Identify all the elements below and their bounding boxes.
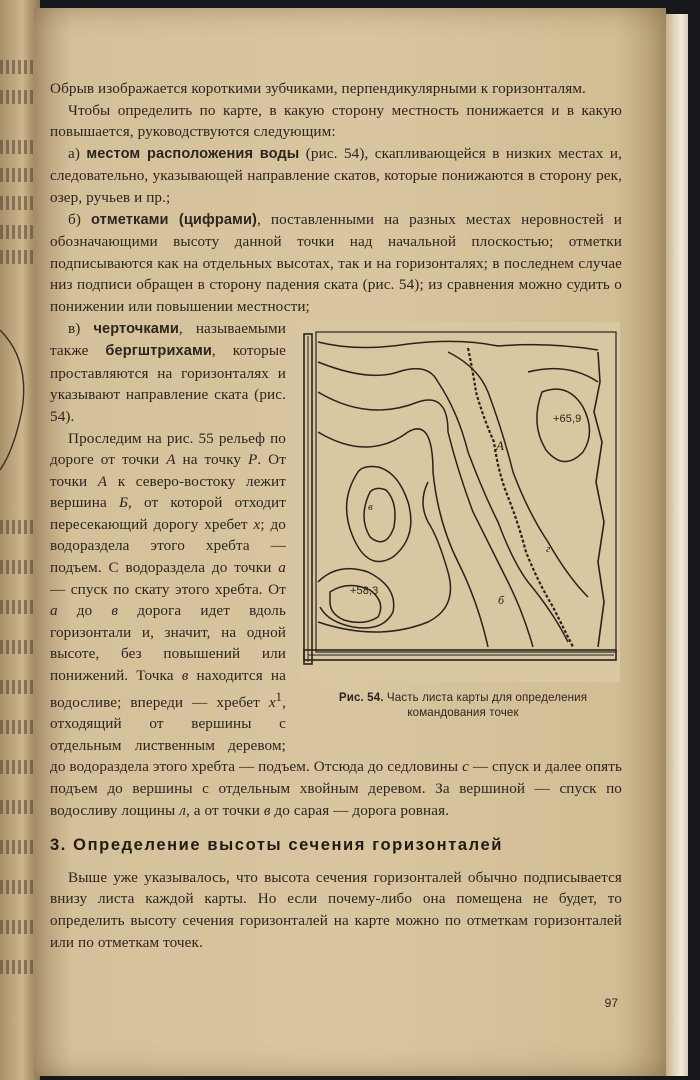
paragraph-water <box>50 143 622 209</box>
paragraph-route: Проследим на рис. 55 рельеф по дороге от точки А на точку Р. От точки А к северо-востоку лежит вершина Б, от которой отходит пересекающий дорогу хребет х; до водораздела этого хребта — подъем. С водораздела до точки а — спуск по скату этого хребта. От а до в дорога идет вдоль горизонтали и, значит, на одной высоте, без повышений или понижений. Точка в находится на водосливе; впереди — хребет $х^1$, отходящий от вершины с отдельным лиственным деревом; до водораздела этого хребта — подъем. Отсюда до седловины с — спуск и далее опять подъем до вершины с отдельным хвойным деревом. За вершиной — спуск по водосливу лощины л, а от точки в до сарая — дорога ровная. <box>50 429 623 819</box>
paragraph-elevations <box>50 209 622 318</box>
page-stack-edge <box>666 14 688 1076</box>
term-hachures: черточками <box>93 320 179 337</box>
caption-text: Часть листа карты для определения командования точек <box>386 690 588 719</box>
caption-label: Рис. 54. <box>338 690 384 704</box>
text-fragment: (рис. 54), скапливающейся в низких местах и, следовательно, указывающей направление скатов, которые понижаются в сторону рек, озер, ручьев и пр.; <box>50 144 622 206</box>
map-letter-a: А <box>496 437 505 453</box>
page-number: 97 <box>604 996 618 1010</box>
term-elevations: отметками (цифрами) <box>90 211 257 228</box>
item-marker: б) <box>68 210 91 228</box>
section-heading: 3. Определение высоты сечения горизонталей <box>50 836 504 855</box>
term-water: местом расположения воды <box>86 145 300 162</box>
topographic-map <box>298 322 620 682</box>
elevation-label-top: +65,9 <box>553 412 582 425</box>
text-fragment: , которые проставляются на горизонталях и указывают направление ската (рис. 54). <box>50 342 286 425</box>
map-letter-g: г <box>546 542 551 555</box>
map-letter-v: в <box>368 500 373 513</box>
elevation-label-left: +58,3 <box>350 584 379 597</box>
paragraph-cliff: Обрыв изображается короткими зубчиками, перпендикулярными к горизонталям. <box>50 80 586 97</box>
map-letter-b: б <box>498 592 505 607</box>
text-fragment: , называемыми также <box>50 319 286 360</box>
figure-caption <box>304 690 622 720</box>
page-text <box>50 78 622 953</box>
book-page <box>34 8 666 1076</box>
item-marker: в) <box>68 319 94 337</box>
figure-54 <box>298 322 622 740</box>
paragraph-contour-interval: Выше уже указывалось, что высота сечения горизонталей обычно подписывается внизу листа каждой карты. Но если почему-либо она помещена не будет, то определить высоту сечения горизонталей на карте можно по отметкам горизонталей или по отметкам точек. <box>50 868 622 951</box>
item-marker: а) <box>68 144 87 162</box>
paragraph-intro: Чтобы определить по карте, в какую сторону местность понижается и в какую повышается, руководствуются следующим: <box>50 101 622 141</box>
term-bergstrokes: бергштрихами <box>105 343 212 360</box>
text-fragment: , поставленными на разных местах неровностей и обозначающими высоту данной точки над начальной плоскостью; отметки подписываются как на отдельных высотах, так и на горизонталях; в последнем случае низ подписи обращен в сторону падения ската (рис. 54); из сравнения можно судить о понижении или повышении местности; <box>50 210 623 315</box>
contour-map-drawing <box>298 322 620 682</box>
